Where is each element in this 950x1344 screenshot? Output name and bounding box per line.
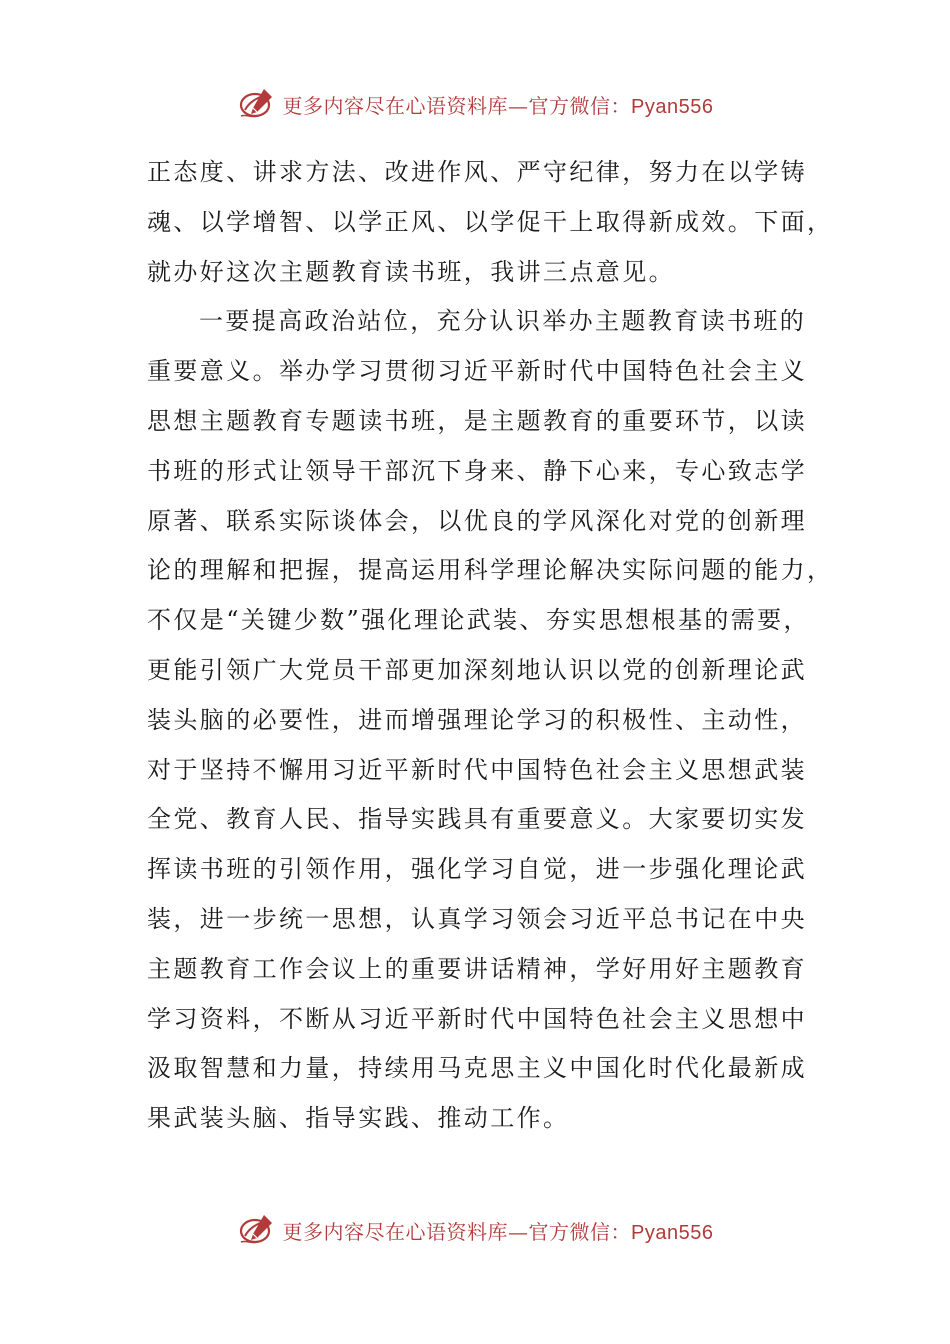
text-line: 学习资料，不断从习近平新时代中国特色社会主义思想中 <box>147 1004 807 1033</box>
text-line: 思想主题教育专题读书班，是主题教育的重要环节，以读 <box>147 406 807 435</box>
pen-logo-icon <box>237 84 277 124</box>
text-line: 挥读书班的引领作用，强化学习自觉，进一步强化理论武 <box>147 855 807 884</box>
text-line: 更能引领广大党员干部更加深刻地认识以党的创新理论武 <box>147 655 807 684</box>
text-line: 果武装头脑、指导实践、推动工作。 <box>147 1104 570 1133</box>
footer-banner <box>0 1210 950 1250</box>
text-line: 装，进一步统一思想，认真学习领会习近平总书记在中央 <box>147 904 807 933</box>
pen-logo-icon <box>237 1210 277 1250</box>
text-line: 书班的形式让领导干部沉下身来、静下心来，专心致志学 <box>147 456 807 485</box>
text-line: 原著、联系实际谈体会，以优良的学风深化对党的创新理 <box>147 506 807 535</box>
text-line: 对于坚持不懈用习近平新时代中国特色社会主义思想武装 <box>147 755 807 784</box>
footer-wechat-id: Pyan556 <box>631 1221 714 1244</box>
header-banner-text: 更多内容尽在心语资料库—官方微信：Pyan556 <box>282 93 714 118</box>
text-line: 主题教育工作会议上的重要讲话精神，学好用好主题教育 <box>147 954 807 983</box>
document-body <box>147 148 834 1144</box>
header-banner <box>0 84 950 124</box>
header-wechat-id: Pyan556 <box>631 95 714 118</box>
paragraph-start-line: 一要提高政治站位，充分认识举办主题教育读书班的 <box>199 307 807 336</box>
text-line: 就办好这次主题教育读书班，我讲三点意见。 <box>147 257 675 286</box>
footer-banner-text: 更多内容尽在心语资料库—官方微信：Pyan556 <box>282 1219 714 1244</box>
text-line: 重要意义。举办学习贯彻习近平新时代中国特色社会主义 <box>147 357 807 386</box>
text-line: 不仅是“关键少数”强化理论武装、夯实思想根基的需要， <box>147 606 810 635</box>
text-line: 正态度、讲求方法、改进作风、严守纪律，努力在以学铸 <box>147 158 807 186</box>
text-line: 魂、以学增智、以学正风、以学促干上取得新成效。下面， <box>147 207 834 236</box>
text-line: 全党、教育人民、指导实践具有重要意义。大家要切实发 <box>147 805 807 834</box>
text-line: 论的理解和把握，提高运用科学理论解决实际问题的能力， <box>147 556 834 585</box>
text-line: 装头脑的必要性，进而增强理论学习的积极性、主动性， <box>147 705 807 734</box>
text-line: 汲取智慧和力量，持续用马克思主义中国化时代化最新成 <box>147 1054 807 1083</box>
